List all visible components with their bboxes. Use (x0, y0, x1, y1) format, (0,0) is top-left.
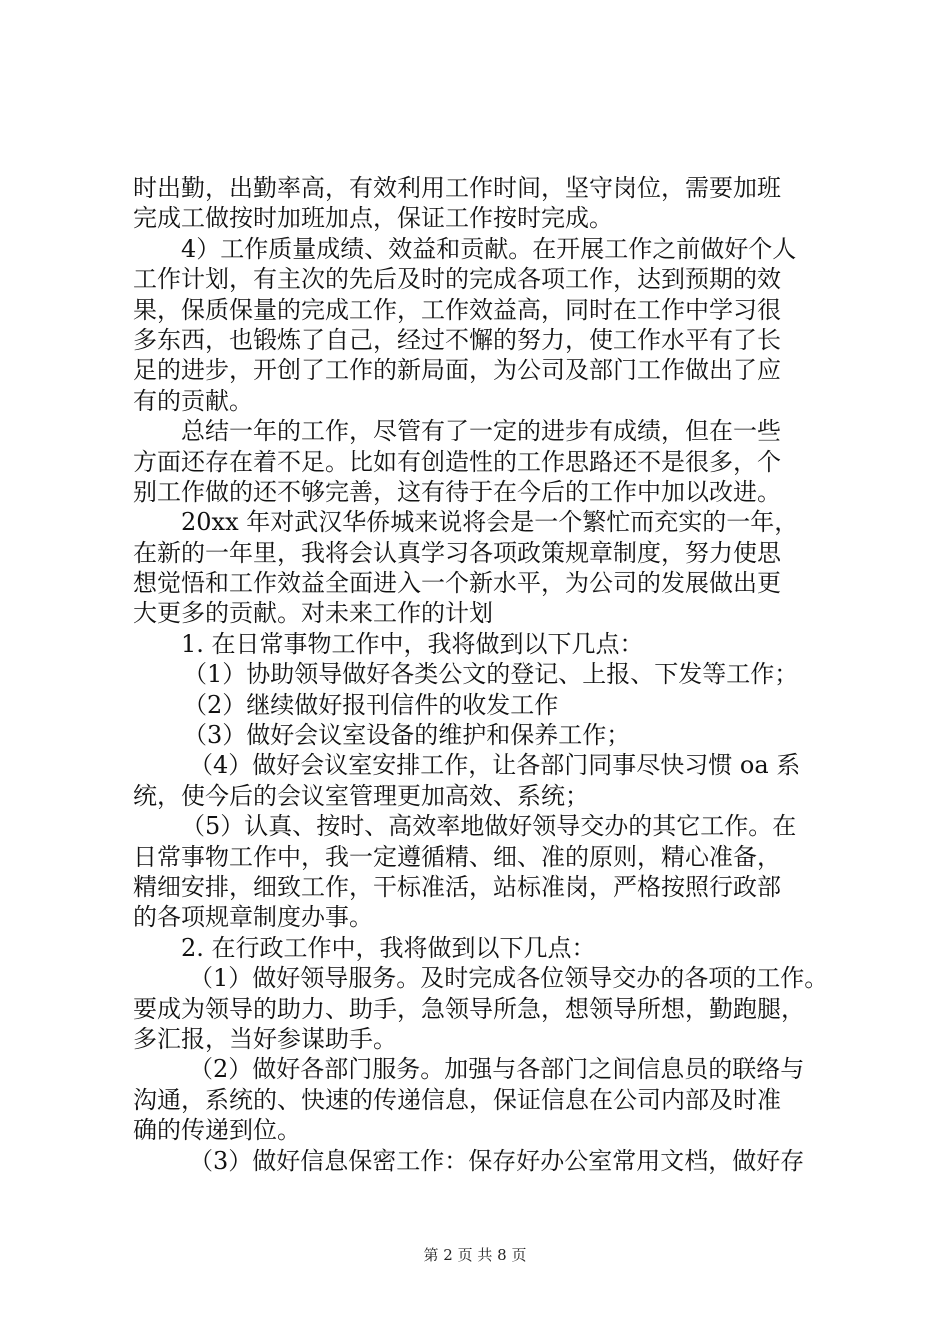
text-line: （1）做好领导服务。及时完成各位领导交办的各项的工作。 (189, 964, 829, 993)
text-line: 统，使今后的会议室管理更加高效、系统； (133, 781, 589, 810)
document-body (133, 173, 833, 1176)
text-line: 别工作做的还不够完善，这有待于在今后的工作中加以改进。 (133, 477, 781, 506)
text-line: 沟通，系统的、快速的传递信息，保证信息在公司内部及时准 (133, 1085, 781, 1114)
text-line: 时出勤，出勤率高，有效利用工作时间，坚守岗位，需要加班 (133, 174, 781, 202)
text-line: 方面还存在着不足。比如有创造性的工作思路还不是很多，个 (133, 447, 781, 476)
text-line: 1. 在日常事物工作中，我将做到以下几点： (181, 629, 644, 658)
text-line: 总结一年的工作，尽管有了一定的进步有成绩，但在一些 (181, 417, 781, 446)
text-line: 要成为领导的助力、助手，急领导所急，想领导所想，勤跑腿， (133, 994, 805, 1023)
text-line: 的各项规章制度办事。 (133, 903, 373, 932)
text-line: （1）协助领导做好各类公文的登记、上报、下发等工作； (183, 660, 799, 689)
text-line: 20xx 年对武汉华侨城来说将会是一个繁忙而充实的一年， (181, 508, 799, 537)
text-line: （2）继续做好报刊信件的收发工作 (183, 690, 559, 719)
text-line: 日常事物工作中，我一定遵循精、细、准的原则，精心准备， (133, 842, 781, 871)
text-line: （5）认真、按时、高效率地做好领导交办的其它工作。在 (181, 812, 797, 841)
text-line: 有的贡献。 (133, 386, 253, 415)
text-line: 工作计划，有主次的先后及时的完成各项工作，达到预期的效 (133, 265, 781, 294)
text-line: 多汇报，当好参谋助手。 (133, 1024, 397, 1053)
text-line: 4）工作质量成绩、效益和贡献。在开展工作之前做好个人 (181, 234, 797, 263)
text-line: （4）做好会议室安排工作，让各部门同事尽快习惯 oa 系 (189, 751, 801, 780)
text-line: 完成工做按时加班加点，保证工作按时完成。 (133, 204, 613, 233)
text-line: （3）做好信息保密工作：保存好办公室常用文档，做好存 (189, 1146, 805, 1175)
text-line: 足的进步，开创了工作的新局面，为公司及部门工作做出了应 (133, 356, 781, 385)
text-line: 多东西，也锻炼了自己，经过不懈的努力，使工作水平有了长 (133, 325, 781, 354)
text-line: （2）做好各部门服务。加强与各部门之间信息员的联络与 (189, 1055, 805, 1084)
page-footer: 第 2 页 共 8 页 (423, 1246, 527, 1264)
text-line: 在新的一年里，我将会认真学习各项政策规章制度，努力使思 (133, 538, 781, 567)
text-line: 大更多的贡献。对未来工作的计划 (133, 599, 493, 628)
text-line: 想觉悟和工作效益全面进入一个新水平，为公司的发展做出更 (133, 569, 781, 598)
text-line: 果，保质保量的完成工作，工作效益高，同时在工作中学习很 (133, 295, 781, 324)
text-line: 2. 在行政工作中，我将做到以下几点： (181, 933, 596, 962)
text-line: （3）做好会议室设备的维护和保养工作； (183, 721, 631, 750)
text-line: 精细安排，细致工作，干标准活，站标准岗，严格按照行政部 (133, 872, 781, 901)
text-line: 确的传递到位。 (133, 1116, 301, 1145)
